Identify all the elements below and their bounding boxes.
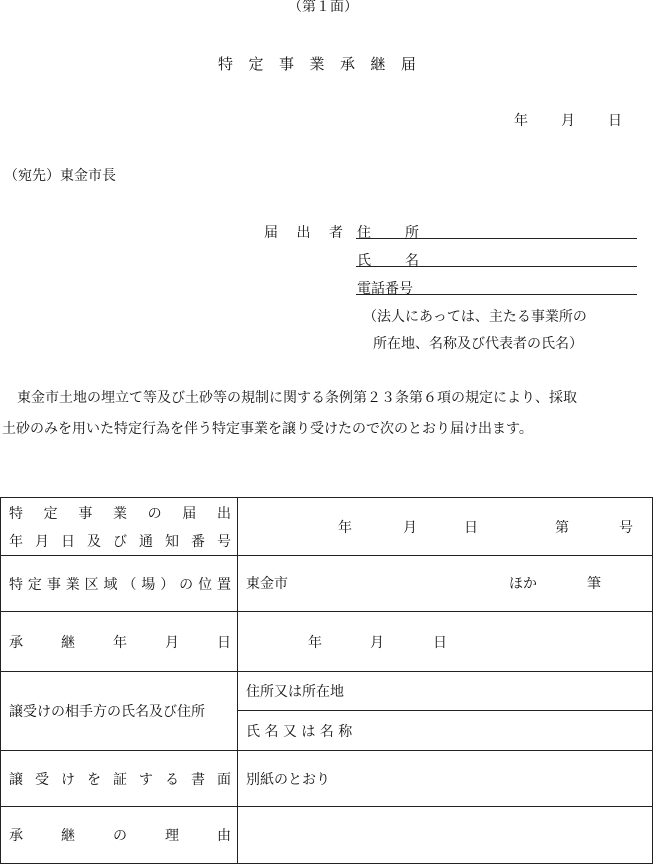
transferor-address-label: 住所又は所在地 [246, 684, 344, 700]
notice-year: 年 [338, 520, 352, 536]
addressee: （宛先）東金市長 [4, 168, 116, 184]
label-char: 年 [9, 533, 23, 550]
succession-month: 月 [370, 635, 384, 651]
succession-date-value[interactable] [238, 612, 653, 672]
label-char: 特 [9, 505, 23, 522]
date-year: 年 [514, 113, 528, 129]
label-succession-reason [1, 807, 238, 864]
name-label-char: 氏 [357, 253, 371, 269]
title-char: 継 [370, 55, 386, 73]
label-char: 承 [9, 634, 23, 651]
document-title [218, 53, 416, 74]
succession-day: 日 [433, 635, 447, 651]
notice-day: 日 [464, 520, 478, 536]
title-char: 定 [248, 55, 264, 73]
label-char: 番 [191, 533, 205, 550]
name-underline [356, 266, 637, 267]
area-parcel-unit: 筆 [587, 576, 601, 592]
body-line1: 東金市土地の埋立て等及び土砂等の規制に関する条例第２３条第６項の規定により、採取 [17, 390, 577, 406]
notifier-char: 者 [329, 225, 343, 241]
title-char: 事 [278, 55, 294, 73]
title-char: 特 [218, 55, 234, 73]
proof-document-text: 別紙のとおり [246, 771, 330, 788]
label-char: （ [122, 576, 137, 593]
label-char: 場 [141, 576, 156, 593]
label-char: 受 [35, 771, 49, 788]
business-area-value[interactable] [238, 556, 653, 612]
title-char: 業 [309, 55, 325, 73]
transferor-address-field[interactable] [238, 672, 652, 710]
transferor-value [238, 672, 653, 751]
label-char: す [139, 771, 153, 788]
label-char: の [147, 505, 162, 522]
label-char: 定 [27, 576, 42, 593]
label-char: 事 [78, 505, 93, 522]
label-char: け [61, 771, 75, 788]
table-row-succession-date [1, 612, 653, 672]
label-char: ） [160, 576, 175, 593]
notification-table [0, 497, 653, 864]
label-char: 知 [165, 533, 179, 550]
date-day: 日 [608, 113, 622, 129]
body-line2: 土砂のみを用いた特定行為を伴う特定事業を譲り受けたので次のとおり届け出ます。 [2, 421, 533, 437]
notifier-char: 出 [296, 225, 311, 241]
address-label-char: 住 [357, 225, 371, 241]
notice-number-prefix: 第 [555, 520, 569, 536]
label-char: 譲 [9, 771, 23, 788]
label-char: 業 [65, 576, 80, 593]
label-char: 及 [87, 533, 101, 550]
phone-underline [356, 294, 637, 295]
label-char: 継 [61, 828, 75, 844]
label-char: 由 [217, 828, 231, 844]
label-char: 位 [198, 576, 213, 593]
address-label [357, 222, 419, 242]
label-char: 届 [182, 505, 197, 522]
proof-document-value[interactable] [238, 751, 653, 807]
label-char: 置 [216, 576, 231, 593]
name-label-char: 名 [405, 253, 419, 269]
date-month: 月 [561, 113, 575, 129]
label-char: る [165, 771, 179, 788]
transferor-name-label: 氏 名 又 は 名 称 [246, 723, 353, 740]
name-label [357, 250, 419, 270]
address-underline [356, 238, 637, 239]
label-char: 出 [216, 505, 231, 522]
table-row-business-area [1, 556, 653, 612]
address-label-char: 所 [405, 225, 419, 241]
phone-label: 電話番号 [357, 281, 413, 297]
label-text: 譲受けの相手方の氏名及び住所 [9, 704, 205, 720]
label-char: 日 [217, 634, 231, 651]
label-char: 号 [217, 533, 231, 550]
notifier-char: 届 [264, 225, 278, 241]
label-char: を [87, 771, 101, 788]
label-char: 年 [113, 634, 127, 651]
area-city: 東金市 [246, 576, 288, 592]
label-char: 月 [35, 533, 49, 550]
table-row-proof-document [1, 751, 653, 807]
table-row-business-notice [1, 498, 653, 556]
label-char: 業 [112, 505, 127, 522]
corporate-note-line1: （法人にあっては、主たる事業所の [363, 309, 587, 325]
label-char: の [179, 576, 194, 593]
label-char: 理 [165, 828, 179, 844]
label-char: 通 [139, 533, 153, 550]
notifier-label [264, 222, 343, 242]
label-char: 証 [113, 771, 127, 788]
transferor-name-field[interactable] [238, 710, 652, 750]
label-char: 書 [191, 771, 205, 788]
label-char: び [113, 533, 127, 550]
label-succession-date [1, 612, 238, 672]
page-label: （第１面） [288, 0, 358, 15]
label-business-area-location [1, 556, 238, 612]
label-char: の [113, 828, 127, 844]
label-char: 事 [46, 576, 61, 593]
label-transferor [1, 672, 238, 751]
label-char: 区 [84, 576, 99, 593]
label-char: 承 [9, 828, 23, 844]
label-char: 継 [61, 634, 75, 651]
label-char: 月 [165, 634, 179, 651]
table-row-transferor [1, 672, 653, 751]
label-char: 域 [103, 576, 118, 593]
label-char: 日 [61, 533, 75, 550]
label-business-notice-date-number [1, 498, 238, 556]
title-char: 届 [400, 55, 416, 73]
notice-number-suffix: 号 [619, 520, 633, 536]
area-others: ほか [509, 576, 537, 592]
succession-year: 年 [308, 635, 322, 651]
succession-reason-value[interactable] [238, 807, 653, 864]
table-row-succession-reason [1, 807, 653, 864]
notice-month: 月 [403, 520, 417, 536]
label-char: 面 [217, 771, 231, 788]
label-char: 特 [9, 576, 23, 593]
label-proof-document [1, 751, 238, 807]
title-char: 承 [339, 55, 355, 73]
corporate-note-line2: 所在地、名称及び代表者の氏名） [373, 336, 583, 352]
label-char: 定 [43, 505, 58, 522]
business-notice-value[interactable] [238, 498, 653, 556]
